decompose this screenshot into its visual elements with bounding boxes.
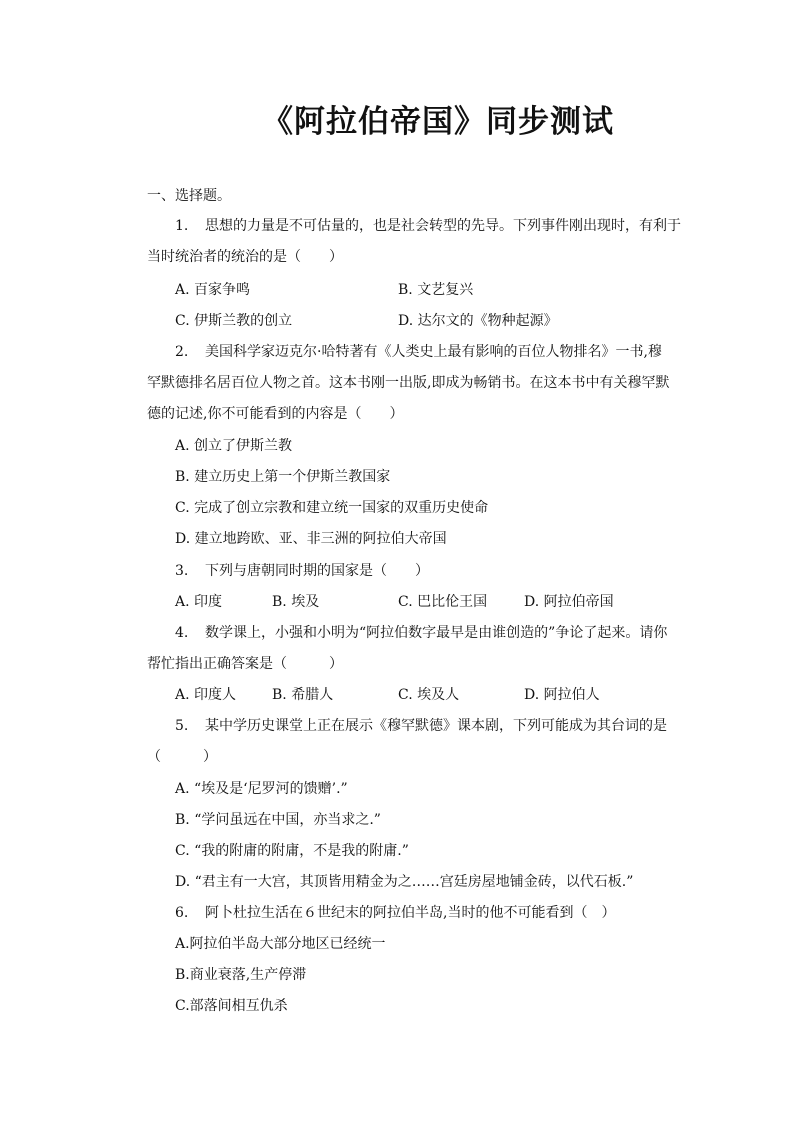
- option-a: A. 百家争鸣: [175, 282, 251, 298]
- question-4: [175, 624, 667, 642]
- option-b: B. “学问虽远在中国，亦当求之.”: [175, 812, 381, 828]
- option-b: B. 建立历史上第一个伊斯兰教国家: [175, 469, 391, 485]
- question-number: 3.: [175, 563, 189, 579]
- option-c: C.部落间相互仇杀: [175, 998, 288, 1014]
- question-number: 6.: [175, 905, 189, 921]
- option-b: B. 希腊人: [272, 687, 334, 703]
- question-3: [175, 562, 429, 580]
- option-a: A. 印度人: [175, 687, 237, 703]
- page-title: 《阿拉伯帝国》同步测试: [262, 104, 614, 140]
- question-4-line2: 帮忙指出正确答案是（ ）: [147, 656, 343, 672]
- question-number: 5.: [175, 718, 189, 734]
- section-heading: 一、选择题。: [147, 188, 231, 204]
- option-a: A.阿拉伯半岛大部分地区已经统一: [175, 936, 386, 952]
- question-1-line2: 当时统治者的统治的是（ ）: [147, 249, 343, 265]
- question-text: 某中学历史课堂上正在展示《穆罕默德》课本剧，下列可能成为其台词的是: [205, 718, 667, 734]
- option-a: A. 创立了伊斯兰教: [175, 438, 293, 454]
- option-b: B.商业衰落,生产停滞: [175, 967, 307, 983]
- option-d: D. 阿拉伯人: [524, 687, 600, 703]
- question-1: [175, 217, 681, 235]
- question-number: 1.: [175, 218, 189, 234]
- option-a: A. “埃及是‘尼罗河的馈赠’.”: [175, 781, 348, 797]
- question-text: 下列与唐朝同时期的国家是（ ）: [205, 563, 429, 579]
- question-5: [175, 717, 667, 735]
- question-number: 2.: [175, 344, 189, 360]
- option-c: C. 埃及人: [398, 687, 460, 703]
- question-2: [175, 343, 662, 361]
- question-2-line3: 德的记述,你不可能看到的内容是（ ）: [147, 406, 404, 422]
- question-2-line2: 罕默德排名居百位人物之首。这本书刚一出版,即成为畅销书。在这本书中有关穆罕默: [147, 375, 670, 391]
- option-c: C. “我的附庸的附庸，不是我的附庸.”: [175, 843, 409, 859]
- option-c: C. 巴比伦王国: [398, 594, 488, 610]
- question-text: 数学课上，小强和小明为“阿拉伯数字最早是由谁创造的”争论了起来。请你: [205, 625, 668, 641]
- question-6: [175, 904, 615, 922]
- option-c: C. 伊斯兰教的创立: [175, 313, 293, 329]
- question-text: 思想的力量是不可估量的，也是社会转型的先导。下列事件刚出现时，有利于: [205, 218, 681, 234]
- option-c: C. 完成了创立宗教和建立统一国家的双重历史使命: [175, 500, 489, 516]
- option-d: D. 阿拉伯帝国: [524, 594, 614, 610]
- question-text: 阿卜杜拉生活在６世纪末的阿拉伯半岛,当时的他不可能看到（ ）: [205, 905, 616, 921]
- option-a: A. 印度: [175, 594, 223, 610]
- option-b: B. 文艺复兴: [398, 282, 474, 298]
- option-d: D. “君主有一大宫，其顶皆用精金为之……宫廷房屋地铺金砖，以代石板.”: [175, 874, 634, 890]
- option-b: B. 埃及: [272, 594, 320, 610]
- option-d: D. 达尔文的《物种起源》: [398, 313, 558, 329]
- question-5-line2: （ ）: [147, 749, 217, 765]
- question-number: 4.: [175, 625, 189, 641]
- option-d: D. 建立地跨欧、亚、非三洲的阿拉伯大帝国: [175, 531, 447, 547]
- question-text: 美国科学家迈克尔·哈特著有《人类史上最有影响的百位人物排名》一书,穆: [205, 344, 662, 360]
